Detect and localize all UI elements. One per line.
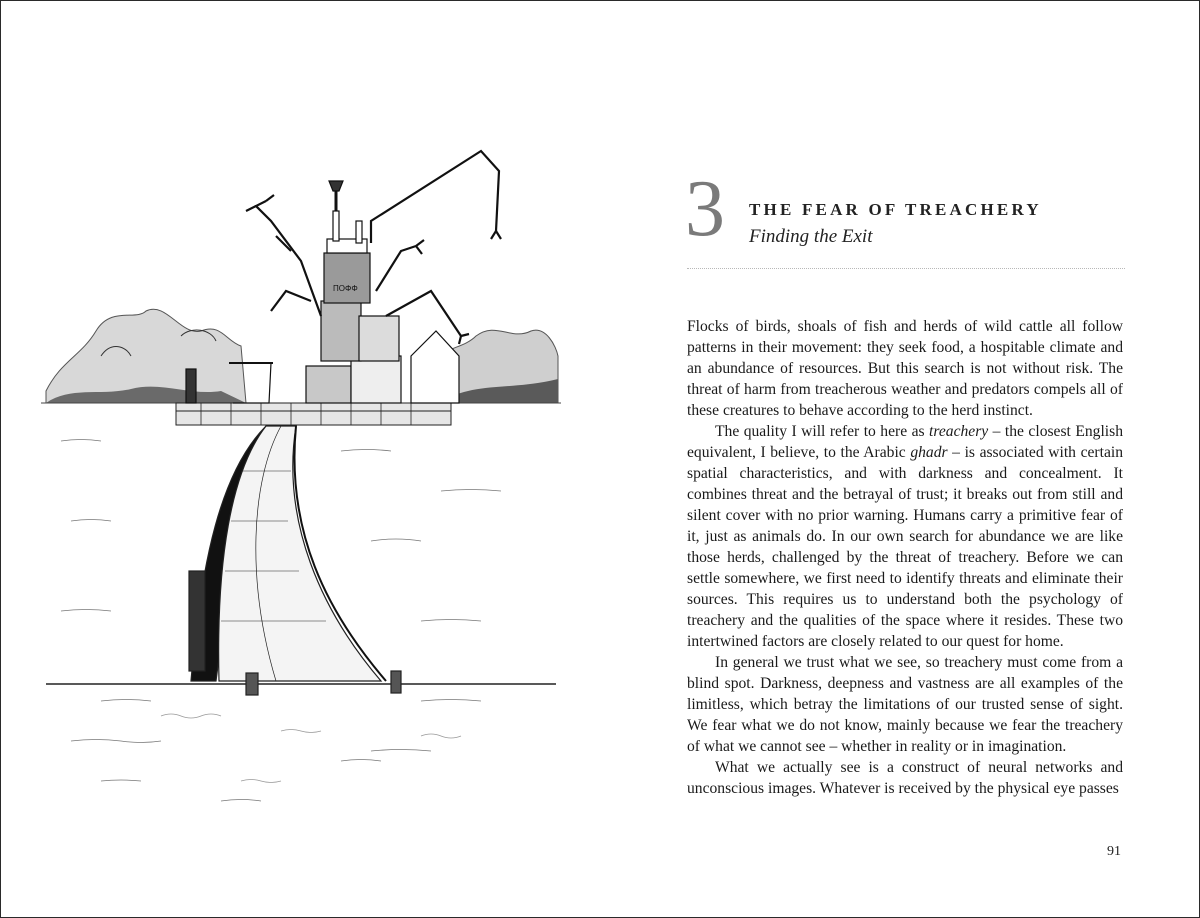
pier-platform bbox=[176, 403, 451, 425]
tower-sign: ΠΟΦΦ bbox=[333, 284, 358, 293]
shore-scribbles bbox=[161, 714, 461, 783]
island-tower-illustration bbox=[41, 141, 561, 821]
chapter-divider bbox=[687, 268, 1125, 269]
chapter-title: THE FEAR OF TREACHERY bbox=[749, 200, 1042, 219]
storm-clouds bbox=[46, 309, 558, 403]
paragraph: In general we trust what we see, so treachery must come from a blind spot. Darkness, deepness and vastness are all examples of the limitless, which betray the limitations of our trusted sense of sight. We fear what we do not know, mainly because we fear the treachery of what we cannot see – whether in reality or in imagination. bbox=[687, 654, 1123, 755]
paragraph: Flocks of birds, shoals of fish and herds of wild cattle all follow patterns in their movement: they seek food, a hospitable climate and an abundance of resources. But this search is not without risk. The threat of harm from treacherous weather and predators compels all of these creatures to behave according to the herd instinct. bbox=[687, 318, 1123, 419]
curved-walkway bbox=[189, 426, 401, 695]
chapter-number: 3 bbox=[685, 165, 725, 253]
page-number: 91 bbox=[1107, 844, 1121, 859]
chapter-subtitle: Finding the Exit bbox=[749, 226, 873, 247]
body-text bbox=[687, 316, 1123, 799]
paragraph: The quality I will refer to here as treachery – the closest English equivalent, I believe, to the Arabic ghadr – is associated with certain spatial characteristics, and with darkness and concealment. It combines threat and the betrayal of trust; it breaks out from still and silent cover with no prior warning. Humans carry a primitive fear of it, just as animals do. In our own search for abundance we are like those herds, challenged by the threat of treachery. Before we can settle somewhere, we first need to identify threats and eliminate their sources. This requires us to understand both the psychology of treachery and the qualities of the space where it resides. These two intertwined factors are closely related to our quest for home. bbox=[687, 423, 1123, 650]
paragraph: What we actually see is a construct of neural networks and unconscious images. Whatever is received by the physical eye passes bbox=[687, 759, 1123, 797]
